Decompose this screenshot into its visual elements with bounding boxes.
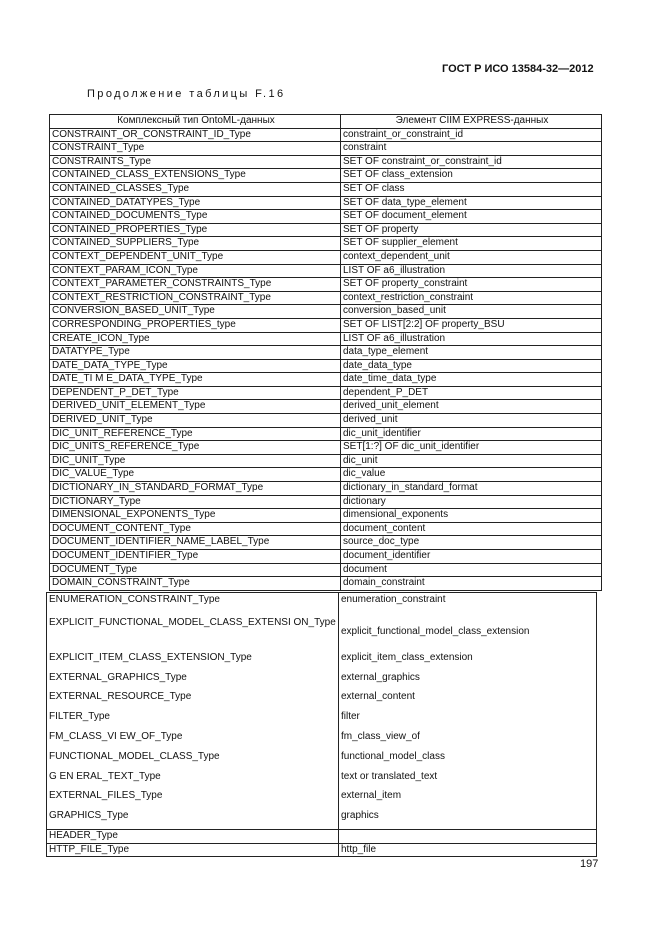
table-row — [50, 495, 602, 509]
table-row — [47, 613, 597, 651]
ontoml-type-cell: DIC_UNITS_REFERENCE_Type — [50, 441, 341, 455]
table-row — [47, 829, 597, 843]
table-row — [47, 770, 597, 790]
express-element-cell: derived_unit — [341, 414, 602, 428]
ontoml-type-cell: DATE_DATA_TYPE_Type — [50, 359, 341, 373]
ontoml-type-cell: CONTAINED_DOCUMENTS_Type — [50, 210, 341, 224]
express-element-cell: context_restriction_constraint — [341, 291, 602, 305]
ontoml-type-cell: HEADER_Type — [47, 829, 339, 843]
ontoml-type-cell: DATE_TI M E_DATA_TYPE_Type — [50, 373, 341, 387]
ontoml-type-cell: CONTAINED_CLASS_EXTENSIONS_Type — [50, 169, 341, 183]
express-element-cell: SET OF constraint_or_constraint_id — [341, 155, 602, 169]
ontoml-type-cell: CONTEXT_RESTRICTION_CONSTRAINT_Type — [50, 291, 341, 305]
express-element-cell: SET OF property — [341, 223, 602, 237]
table-row — [50, 454, 602, 468]
ontoml-type-cell: DOCUMENT_IDENTIFIER_NAME_LABEL_Type — [50, 536, 341, 550]
table-row — [50, 264, 602, 278]
express-element-cell: LIST OF a6_illustration — [341, 264, 602, 278]
mapping-table-part-1 — [49, 114, 602, 591]
ontoml-type-cell: CONTAINED_DATATYPES_Type — [50, 196, 341, 210]
mapping-table-part-2 — [46, 592, 597, 857]
ontoml-type-cell: EXPLICIT_ITEM_CLASS_EXTENSION_Type — [47, 651, 339, 671]
express-element-cell — [339, 829, 597, 843]
ontoml-type-cell: DOMAIN_CONSTRAINT_Type — [50, 577, 341, 591]
table-row — [47, 843, 597, 857]
ontoml-type-cell: EXTERNAL_GRAPHICS_Type — [47, 671, 339, 691]
express-element-cell: context_dependent_unit — [341, 250, 602, 264]
table-row — [50, 414, 602, 428]
express-element-cell: functional_model_class — [339, 750, 597, 770]
table-row — [50, 386, 602, 400]
ontoml-type-cell: DOCUMENT_Type — [50, 563, 341, 577]
ontoml-type-cell: CONSTRAINT_Type — [50, 142, 341, 156]
ontoml-type-cell: FUNCTIONAL_MODEL_CLASS_Type — [47, 750, 339, 770]
ontoml-type-cell: CORRESPONDING_PROPERTIES_type — [50, 318, 341, 332]
express-element-cell: date_data_type — [341, 359, 602, 373]
ontoml-type-cell: CONVERSION_BASED_UNIT_Type — [50, 305, 341, 319]
table-row — [50, 359, 602, 373]
express-element-cell: SET OF class — [341, 182, 602, 196]
ontoml-type-cell: CONTEXT_DEPENDENT_UNIT_Type — [50, 250, 341, 264]
express-element-cell: constraint — [341, 142, 602, 156]
table-row — [47, 593, 597, 613]
table-row — [50, 400, 602, 414]
express-element-cell: SET OF LIST[2:2] OF property_BSU — [341, 318, 602, 332]
table-row — [47, 730, 597, 750]
page-number: 197 — [580, 858, 599, 870]
table-row — [50, 196, 602, 210]
table-caption: Продолжение таблицы F.16 — [87, 88, 286, 100]
ontoml-type-cell: CONTAINED_SUPPLIERS_Type — [50, 237, 341, 251]
table-row — [50, 536, 602, 550]
table-row — [47, 671, 597, 691]
express-element-cell: explicit_functional_model_class_extension — [339, 613, 597, 651]
table-row — [50, 210, 602, 224]
table-row — [47, 690, 597, 710]
ontoml-type-cell: CONTEXT_PARAM_ICON_Type — [50, 264, 341, 278]
express-element-cell: derived_unit_element — [341, 400, 602, 414]
ontoml-type-cell: CONSTRAINTS_Type — [50, 155, 341, 169]
ontoml-type-cell: EXTERNAL_RESOURCE_Type — [47, 690, 339, 710]
ontoml-type-cell: FILTER_Type — [47, 710, 339, 730]
express-element-cell: LIST OF a6_illustration — [341, 332, 602, 346]
express-element-cell: SET OF data_type_element — [341, 196, 602, 210]
standard-code: ГОСТ Р ИСО 13584-32—2012 — [442, 63, 594, 75]
express-element-cell: http_file — [339, 843, 597, 857]
ontoml-type-cell: DOCUMENT_IDENTIFIER_Type — [50, 550, 341, 564]
ontoml-type-cell: DOCUMENT_CONTENT_Type — [50, 522, 341, 536]
express-element-cell: dic_unit — [341, 454, 602, 468]
express-element-cell: document_identifier — [341, 550, 602, 564]
table-row — [50, 142, 602, 156]
table-row — [50, 305, 602, 319]
express-element-cell: dimensional_exponents — [341, 509, 602, 523]
table-row — [50, 550, 602, 564]
table-row — [50, 441, 602, 455]
express-element-cell: external_item — [339, 789, 597, 809]
ontoml-type-cell: DICTIONARY_IN_STANDARD_FORMAT_Type — [50, 482, 341, 496]
ontoml-type-cell: CONSTRAINT_OR_CONSTRAINT_ID_Type — [50, 128, 341, 142]
express-element-cell: SET OF property_constraint — [341, 278, 602, 292]
ontoml-type-cell: EXTERNAL_FILES_Type — [47, 789, 339, 809]
table-row — [47, 651, 597, 671]
ontoml-type-cell: DERIVED_UNIT_Type — [50, 414, 341, 428]
express-element-cell: dictionary_in_standard_format — [341, 482, 602, 496]
table-row — [47, 750, 597, 770]
ontoml-type-cell: DIC_UNIT_REFERENCE_Type — [50, 427, 341, 441]
table-row — [50, 237, 602, 251]
ontoml-type-cell: FM_CLASS_VI EW_OF_Type — [47, 730, 339, 750]
ontoml-type-cell: EXPLICIT_FUNCTIONAL_MODEL_CLASS_EXTENSI ON_Type — [47, 613, 339, 651]
express-element-cell: filter — [339, 710, 597, 730]
table-row — [50, 318, 602, 332]
table-row — [50, 563, 602, 577]
ontoml-type-cell: CONTEXT_PARAMETER_CONSTRAINTS_Type — [50, 278, 341, 292]
ontoml-type-cell: ENUMERATION_CONSTRAINT_Type — [47, 593, 339, 613]
table-row — [50, 427, 602, 441]
table-header-row — [50, 115, 602, 129]
ontoml-type-cell: HTTP_FILE_Type — [47, 843, 339, 857]
table-row — [50, 346, 602, 360]
table-row — [50, 522, 602, 536]
ontoml-type-cell: CREATE_ICON_Type — [50, 332, 341, 346]
express-element-cell: constraint_or_constraint_id — [341, 128, 602, 142]
express-element-cell: explicit_item_class_extension — [339, 651, 597, 671]
express-element-cell: text or translated_text — [339, 770, 597, 790]
table-row — [50, 278, 602, 292]
column-header: Элемент CIIM EXPRESS-данных — [341, 115, 602, 129]
express-element-cell: graphics — [339, 809, 597, 829]
express-element-cell: dictionary — [341, 495, 602, 509]
express-element-cell: SET OF document_element — [341, 210, 602, 224]
table-row — [50, 155, 602, 169]
table-row — [50, 509, 602, 523]
express-element-cell: SET OF class_extension — [341, 169, 602, 183]
ontoml-type-cell: DEPENDENT_P_DET_Type — [50, 386, 341, 400]
express-element-cell: SET OF supplier_element — [341, 237, 602, 251]
table-row — [50, 223, 602, 237]
express-element-cell: fm_class_view_of — [339, 730, 597, 750]
express-element-cell: document_content — [341, 522, 602, 536]
ontoml-type-cell: DIC_VALUE_Type — [50, 468, 341, 482]
table-row — [47, 809, 597, 829]
table-row — [50, 128, 602, 142]
ontoml-type-cell: CONTAINED_CLASSES_Type — [50, 182, 341, 196]
express-element-cell: domain_constraint — [341, 577, 602, 591]
ontoml-type-cell: G EN ERAL_TEXT_Type — [47, 770, 339, 790]
ontoml-type-cell: CONTAINED_PROPERTIES_Type — [50, 223, 341, 237]
express-element-cell: SET[1:?] OF dic_unit_identifier — [341, 441, 602, 455]
ontoml-type-cell: DERIVED_UNIT_ELEMENT_Type — [50, 400, 341, 414]
table-row — [47, 710, 597, 730]
table-row — [50, 182, 602, 196]
table-row — [47, 789, 597, 809]
ontoml-type-cell: DICTIONARY_Type — [50, 495, 341, 509]
ontoml-type-cell: DIC_UNIT_Type — [50, 454, 341, 468]
express-element-cell: external_graphics — [339, 671, 597, 691]
express-element-cell: data_type_element — [341, 346, 602, 360]
ontoml-type-cell: DATATYPE_Type — [50, 346, 341, 360]
table-row — [50, 332, 602, 346]
express-element-cell: source_doc_type — [341, 536, 602, 550]
column-header: Комплексный тип OntoML-данных — [50, 115, 341, 129]
ontoml-type-cell: GRAPHICS_Type — [47, 809, 339, 829]
table-row — [50, 468, 602, 482]
table-row — [50, 482, 602, 496]
express-element-cell: dependent_P_DET — [341, 386, 602, 400]
table-row — [50, 373, 602, 387]
express-element-cell: conversion_based_unit — [341, 305, 602, 319]
express-element-cell: dic_value — [341, 468, 602, 482]
ontoml-type-cell: DIMENSIONAL_EXPONENTS_Type — [50, 509, 341, 523]
express-element-cell: external_content — [339, 690, 597, 710]
express-element-cell: date_time_data_type — [341, 373, 602, 387]
express-element-cell: enumeration_constraint — [339, 593, 597, 613]
express-element-cell: dic_unit_identifier — [341, 427, 602, 441]
express-element-cell: document — [341, 563, 602, 577]
table-row — [50, 577, 602, 591]
table-row — [50, 291, 602, 305]
table-row — [50, 169, 602, 183]
table-row — [50, 250, 602, 264]
